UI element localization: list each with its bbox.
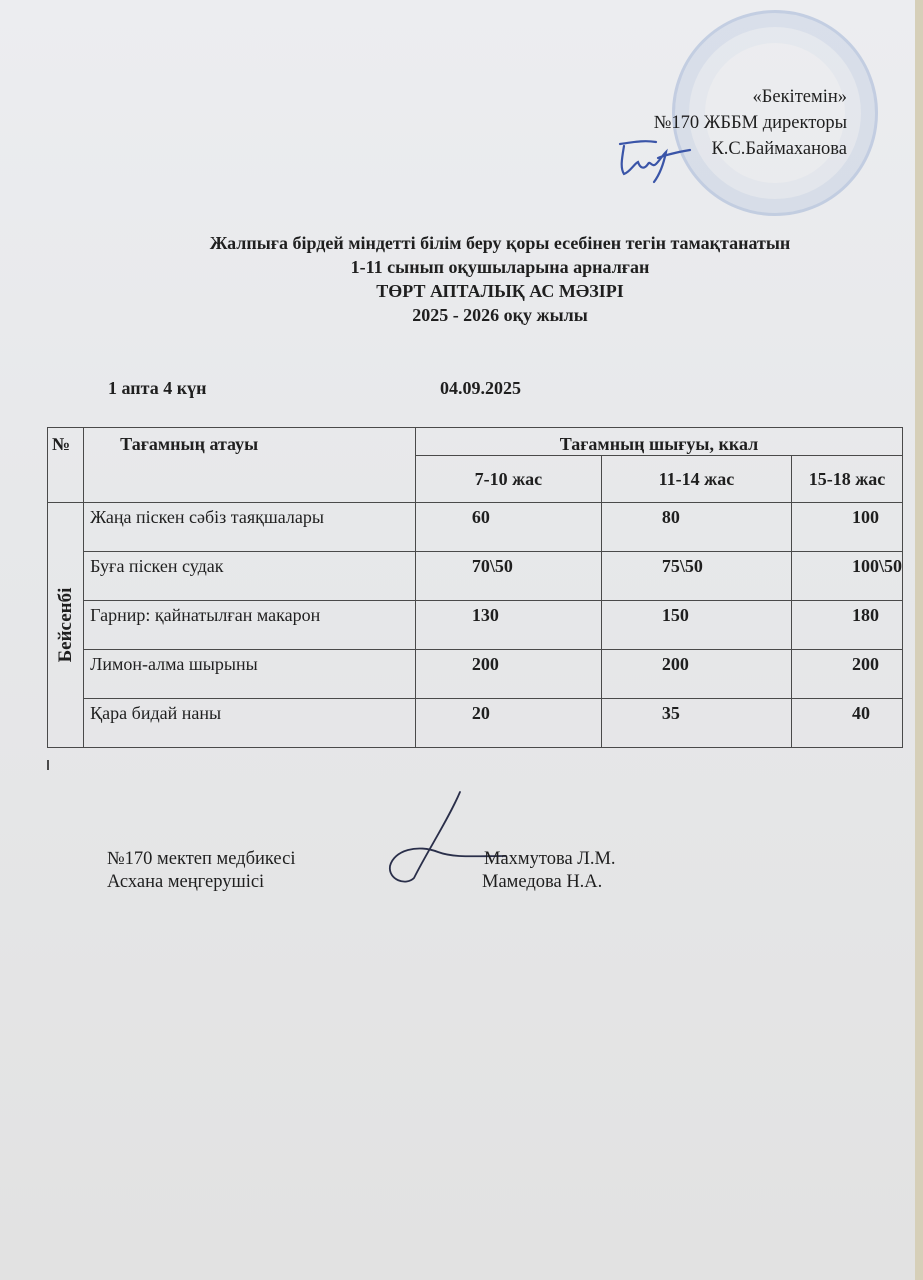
- table-row: [48, 552, 903, 601]
- header-age-15-18: 15-18 жас: [791, 456, 902, 503]
- value-11-14: 200: [601, 650, 791, 699]
- header-number: №: [48, 428, 84, 503]
- approval-name: К.С.Баймаханова: [711, 139, 847, 159]
- canteen-head-name: Мамедова Н.А.: [482, 872, 603, 892]
- value-15-18: 180: [791, 601, 902, 650]
- nurse-name: Махмутова Л.М.: [484, 849, 616, 869]
- director-signature-icon: [614, 134, 694, 184]
- value-11-14: 80: [601, 503, 791, 552]
- value-7-10: 200: [415, 650, 601, 699]
- approval-heading: «Бекітемін»: [752, 87, 847, 107]
- dish-name: Жаңа піскен сәбіз таяқшалары: [84, 503, 416, 552]
- dish-name: Гарнир: қайнатылған макарон: [84, 601, 416, 650]
- table-border-tick: [47, 760, 49, 770]
- signatory-roles: [107, 848, 295, 894]
- table-row: [48, 601, 903, 650]
- title-line-2: 1-11 сынып оқушыларына арналған: [350, 257, 650, 277]
- menu-table: [47, 427, 903, 748]
- table-row: [48, 503, 903, 552]
- dish-name: Буға піскен судак: [84, 552, 416, 601]
- day-label: Бейсенбі: [54, 587, 76, 663]
- dish-name: Қара бидай наны: [84, 699, 416, 748]
- approval-position: №170 ЖББМ директоры: [653, 113, 847, 133]
- canteen-head-role: Асхана меңгерушісі: [107, 872, 265, 892]
- paper-edge: [915, 0, 923, 1280]
- value-11-14: 35: [601, 699, 791, 748]
- day-cell: [48, 503, 84, 748]
- signatory-names: [484, 848, 616, 894]
- header-dish-name: Тағамның атауы: [84, 428, 416, 503]
- value-7-10: 130: [415, 601, 601, 650]
- dish-name: Лимон-алма шырыны: [84, 650, 416, 699]
- value-11-14: 150: [601, 601, 791, 650]
- table-row: [48, 650, 903, 699]
- value-15-18: 200: [791, 650, 902, 699]
- value-11-14: 75\50: [601, 552, 791, 601]
- title-line-1: Жалпыға бірдей міндетті білім беру қоры есебінен тегін тамақтанатын: [209, 233, 791, 253]
- title-line-3: ТӨРТ АПТАЛЫҚ АС МӘЗІРІ: [376, 281, 624, 301]
- value-7-10: 60: [415, 503, 601, 552]
- value-15-18: 100\50: [791, 552, 902, 601]
- table-row: [48, 699, 903, 748]
- value-7-10: 70\50: [415, 552, 601, 601]
- table-header-row: [48, 428, 903, 456]
- value-7-10: 20: [415, 699, 601, 748]
- value-15-18: 40: [791, 699, 902, 748]
- title-line-4: 2025 - 2026 оқу жылы: [412, 305, 588, 325]
- week-day-label: 1 апта 4 күн: [108, 378, 207, 398]
- nurse-role: №170 мектеп медбикесі: [107, 849, 296, 869]
- header-age-7-10: 7-10 жас: [415, 456, 601, 503]
- menu-date: 04.09.2025: [440, 378, 521, 398]
- header-age-11-14: 11-14 жас: [601, 456, 791, 503]
- header-output: Тағамның шығуы, ккал: [415, 428, 902, 456]
- value-15-18: 100: [791, 503, 902, 552]
- document-title: [100, 232, 900, 328]
